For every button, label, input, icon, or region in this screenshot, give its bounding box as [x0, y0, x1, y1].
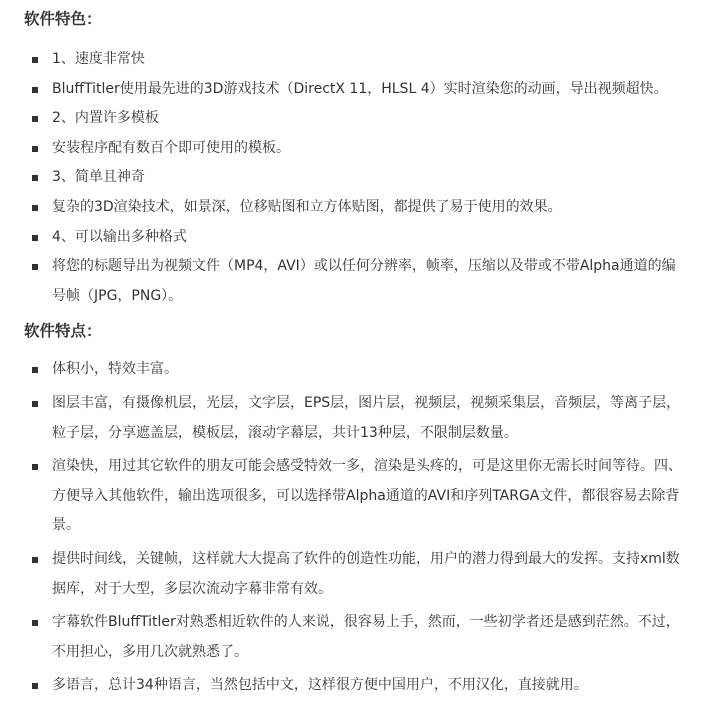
list-item-text: 将您的标题导出为视频文件（MP4，AVI）或以任何分辨率，帧率，压缩以及带或不带Alpha通道的编号帧（JPG，PNG）。 — [52, 258, 676, 304]
square-bullet-icon — [32, 620, 38, 626]
list-item-text: 渲染快，用过其它软件的朋友可能会感受特效一多，渲染是头疼的，可是这里你无需长时间等待。四、方便导入其他软件，输出选项很多，可以选择带Alpha通道的AVI和序列TARGA文件，都很容易去除背景。 — [52, 458, 682, 534]
square-bullet-icon — [32, 116, 38, 122]
software-characteristics-list — [0, 355, 712, 701]
list-item — [0, 389, 712, 448]
square-bullet-icon — [32, 464, 38, 470]
list-item — [0, 608, 712, 667]
square-bullet-icon — [32, 175, 38, 181]
square-bullet-icon — [32, 205, 38, 211]
list-item — [0, 75, 712, 105]
list-item — [0, 545, 712, 604]
list-item-text: 2、内置许多模板 — [52, 110, 159, 127]
list-item-text: 图层丰富，有摄像机层，光层，文字层，EPS层，图片层，视频层，视频采集层，音频层，等离子层，粒子层，分享遮盖层，模板层，滚动字幕层，共计13种层，不限制层数量。 — [52, 394, 681, 441]
square-bullet-icon — [32, 146, 38, 152]
list-item — [0, 104, 712, 134]
list-item — [0, 45, 712, 75]
section-title-software-features: 软件特色： — [24, 10, 102, 28]
list-item-text: 体积小，特效丰富。 — [52, 361, 178, 378]
section-title-software-characteristics: 软件特点： — [24, 322, 102, 341]
square-bullet-icon — [32, 683, 38, 689]
list-item — [0, 193, 712, 223]
list-item-text: 4、可以输出多种格式 — [52, 228, 187, 245]
list-item-text: 安装程序配有数百个即可使用的模板。 — [52, 139, 290, 156]
square-bullet-icon — [32, 367, 38, 373]
list-item-text: 复杂的3D渲染技术，如景深，位移贴图和立方体贴图，都提供了易于使用的效果。 — [52, 198, 562, 215]
list-item-text: BluffTitler使用最先进的3D游戏技术（DirectX 11，HLSL 4）实时渲染您的动画，导出视频超快。 — [52, 80, 668, 97]
list-item-text: 3、简单且神奇 — [52, 169, 145, 186]
square-bullet-icon — [32, 87, 38, 93]
square-bullet-icon — [32, 235, 38, 241]
list-item-text: 字幕软件BluffTitler对熟悉相近软件的人来说，很容易上手，然而，一些初学者还是感到茫然。不过，不用担心，多用几次就熟悉了。 — [52, 614, 680, 660]
list-item-text: 多语言，总计34种语言，当然包括中文，这样很方便中国用户，不用汉化，直接就用。 — [52, 677, 588, 694]
list-item — [0, 355, 712, 385]
list-item — [0, 134, 712, 164]
software-features-list — [0, 45, 712, 311]
list-item — [0, 671, 712, 701]
square-bullet-icon — [32, 557, 38, 563]
list-item — [0, 223, 712, 253]
square-bullet-icon — [32, 401, 38, 407]
square-bullet-icon — [32, 264, 38, 270]
list-item-text: 提供时间线，关键帧，这样就大大提高了软件的创造性功能，用户的潜力得到最大的发挥。支持xml数据库，对于大型，多层次流动字幕非常有效。 — [52, 550, 680, 597]
list-item — [0, 252, 712, 311]
list-item-text: 1、速度非常快 — [52, 51, 145, 67]
list-item — [0, 163, 712, 193]
square-bullet-icon — [32, 57, 38, 63]
list-item — [0, 452, 712, 541]
